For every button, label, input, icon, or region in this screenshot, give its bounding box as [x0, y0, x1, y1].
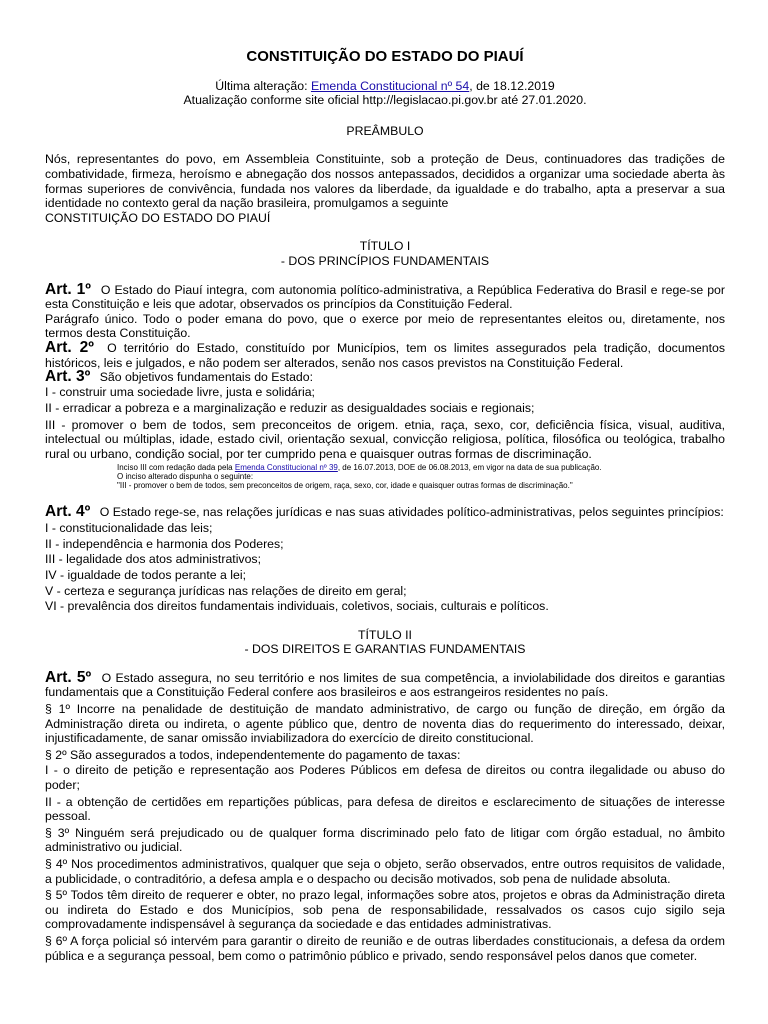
- note-line-3: "III - promover o bem de todos, sem preconceitos de origem, raça, sexo, cor, idade e quaisquer outras formas de discriminação.": [117, 481, 573, 491]
- document-meta: [45, 79, 725, 108]
- note-line-1: [117, 463, 725, 472]
- last-change-prefix: Última alteração:: [215, 78, 311, 93]
- art-4-item-1: I - constitucionalidade das leis;: [45, 521, 213, 536]
- art-5: [45, 668, 725, 700]
- art-5-label: Art. 5º: [45, 668, 92, 686]
- emenda-54-link[interactable]: Emenda Constitucional nº 54: [310, 78, 470, 93]
- art-4: [45, 502, 725, 520]
- preamble-text: Nós, representantes do povo, em Assembleia Constituinte, sob a proteção de Deus, continuadores das tradições de combatividade, firmeza, heroísmo e abnegação dos nossos antepassados, decididos a organizar uma sociedade aberta às formas superiores de convivência, fundada nos valores da liberdade, da igualdade e do trabalho, apta a preservar a sua identidade no contexto geral da nação brasileira, promulgamos a seguinte: [45, 152, 725, 211]
- art-5-paragraph-1: § 1º Incorre na penalidade de destituição de mandato administrativo, de cargo ou função de direção, em órgão da Administração direta ou indireta, o agente público que, dentro de noventa dias do requerimento do interessado, deixar, injustificadamente, de sanar omissão inviabilizadora do exercício de direito constitucional.: [45, 702, 725, 746]
- note-line-2: O inciso alterado dispunha o seguinte:: [117, 471, 254, 481]
- last-change-line: [45, 79, 725, 94]
- update-note: Atualização conforme site oficial http://legislacao.pi.gov.br até 27.01.2020.: [183, 93, 587, 108]
- art-1: [45, 280, 725, 312]
- art-5-paragraph-2-item-2: II - a obtenção de certidões em repartições públicas, para defesa de direitos e esclarecimento de situações de interesse pessoal.: [45, 794, 725, 824]
- art-3-text: São objetivos fundamentais do Estado:: [99, 370, 314, 385]
- art-5-paragraph-4: § 4º Nos procedimentos administrativos, qualquer que seja o objeto, serão observados, entre outros requisitos de validade, a publicidade, o contraditório, a defesa ampla e o despacho ou decisão motivados, sob pena de nulidade absoluta.: [45, 857, 725, 886]
- art-5-paragraph-2: § 2º São assegurados a todos, independentemente do pagamento de taxas:: [45, 747, 461, 762]
- preamble-heading: PREÂMBULO: [346, 123, 424, 138]
- document-title: CONSTITUIÇÃO DO ESTADO DO PIAUÍ: [246, 48, 524, 65]
- art-5-paragraph-5: § 5º Todos têm direito de requerer e obter, no prazo legal, informações sobre atos, projetos e obras da Administração direta ou indireta do Estado e dos Municípios, sob pena de responsabilidade, ressalvados os casos cujo sigilo seja comprovadamente indispensável à segurança da sociedade e das entidades administrativas.: [45, 888, 725, 932]
- art-4-item-2: II - independência e harmonia dos Poderes;: [45, 536, 284, 551]
- titulo-1-subheading: - DOS PRINCÍPIOS FUNDAMENTAIS: [280, 253, 490, 268]
- note-prefix: Inciso III com redação dada pela: [117, 462, 235, 472]
- note-suffix: , de 16.07.2013, DOE de 06.08.2013, em vigor na data de sua publicação.: [337, 462, 602, 472]
- art-4-label: Art. 4º: [45, 502, 91, 520]
- art-2-label: Art. 2º: [45, 338, 94, 356]
- art-3-item-1: I - construir uma sociedade livre, justa e solidária;: [45, 384, 315, 399]
- art-2-text: O território do Estado, constituído por Municípios, tem os limites assegurados pela tradição, documentos históricos, leis e julgados, e não podem ser alterados, senão nos casos previstos na Constituição Federal.: [45, 340, 725, 370]
- emenda-39-link[interactable]: Emenda Constitucional nº 39: [234, 462, 338, 472]
- art-2: [45, 338, 725, 370]
- art-3: [45, 370, 725, 385]
- art-4-item-5: V - certeza e segurança jurídicas nas relações de direito em geral;: [45, 583, 407, 598]
- preamble-closing: CONSTITUIÇÃO DO ESTADO DO PIAUÍ: [45, 210, 271, 225]
- document-body: [45, 50, 725, 963]
- art-1-text: O Estado do Piauí integra, com autonomia político-administrativa, a República Federativa do Brasil e rege-se por esta Constituição e leis que adotar, observados os princípios da Constituição Federal.: [45, 282, 725, 312]
- art-3-item-2: II - erradicar a pobreza e a marginalização e reduzir as desigualdades sociais e regionais;: [45, 401, 535, 416]
- art-4-item-4: IV - igualdade de todos perante a lei;: [45, 567, 246, 582]
- art-1-paragraph: Parágrafo único. Todo o poder emana do povo, que o exerce por meio de representantes eleitos ou, diretamente, nos termos desta Constituição.: [45, 311, 725, 341]
- art-3-item-3: III - promover o bem de todos, sem preconceitos de origem. etnia, raça, sexo, cor, deficiência física, visual, auditiva, intelectual ou múltiplas, idade, estado civil, orientação sexual, convicção religiosa, política, filosófica ou teológica, trabalho rural ou urbano, condição social, por ter cumprido pena e quaisquer outras formas de discriminação.: [45, 417, 725, 462]
- art-3-label: Art. 3º: [45, 368, 91, 386]
- titulo-2-heading: TÍTULO II: [358, 627, 412, 642]
- art-5-text: O Estado assegura, no seu território e nos limites de sua competência, a inviolabilidade dos direitos e garantias fundamentais que a Constituição Federal confere aos brasileiros e aos estrangeiros residentes no país.: [45, 670, 725, 700]
- art-1-label: Art. 1º: [45, 280, 91, 298]
- art-4-text: O Estado rege-se, nas relações jurídicas e nas suas atividades político-administrativas, pelos seguintes princípios:: [99, 504, 724, 519]
- art-3-amendment-note: [117, 463, 725, 491]
- art-5-paragraph-3: § 3º Ninguém será prejudicado ou de qualquer forma discriminado pelo fato de litigar com órgão estadual, no âmbito administrativo ou judicial.: [45, 825, 725, 855]
- art-5-paragraph-2-item-1: I - o direito de petição e representação aos Poderes Públicos em defesa de direitos ou contra ilegalidade ou abuso do poder;: [45, 763, 725, 793]
- art-4-item-3: III - legalidade dos atos administrativos;: [45, 552, 261, 567]
- titulo-1-heading: TÍTULO I: [359, 239, 411, 254]
- art-5-paragraph-6: § 6º A força policial só intervém para garantir o direito de reunião e de outras liberdades constitucionais, a defesa da ordem pública e a segurança pessoal, bem como o patrimônio público e privado, sendo responsável pelos danos que cometer.: [45, 933, 725, 963]
- last-change-suffix: , de 18.12.2019: [469, 78, 555, 93]
- titulo-2-subheading: - DOS DIREITOS E GARANTIAS FUNDAMENTAIS: [244, 642, 526, 657]
- art-4-item-6: VI - prevalência dos direitos fundamentais individuais, coletivos, sociais, culturais e políticos.: [45, 599, 549, 614]
